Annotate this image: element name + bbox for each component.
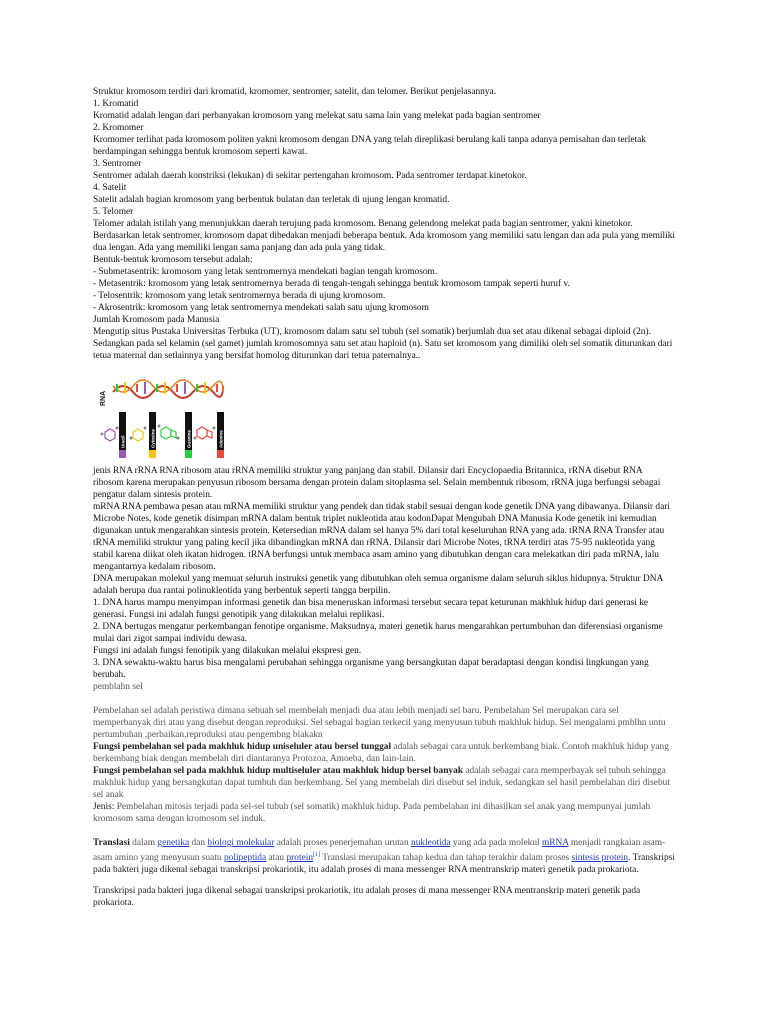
paragraph: Fungsi ini adalah fungsi fenotipik yang dilakukan melalui ekspresi gen. xyxy=(93,646,362,656)
base-adenine xyxy=(194,412,225,458)
link-genetika[interactable]: genetika xyxy=(157,838,190,848)
paragraph: Berdasarkan letak sentromer, kromosom dapat dibedakan menjadi beberapa bentuk. Ada kromosom yang memiliki satu lengan dan ada pula yang memiliki dua lengan. Ada yang memiliki lengan sama panjang dan ada pula yang tidak. xyxy=(93,231,676,253)
paragraph: Jumlah Kromosom pada Manusia xyxy=(93,315,220,325)
paragraph-text: adalah sebagai cara untuk berkembang biak. Contoh makhluk hidup yang berkembang biak dengan membelah diri diantaranya Protozoa, Amoeba, dan lain-lain. xyxy=(93,742,669,764)
paragraph xyxy=(93,801,675,825)
text: adalah proses penerjemahan urutan xyxy=(274,838,412,848)
paragraph: Kromomer terlihat pada kromosom politen yakni kromosom dengan DNA yang telah direplikasi berulang kali tanpa adanya pemisahan dan terletak berdampingan sehingga bentuk kromosom seperti kawat. xyxy=(93,135,646,157)
base-label: Cytosine xyxy=(150,428,156,448)
paragraph xyxy=(93,741,675,765)
base-guanine xyxy=(158,412,193,458)
rna-dna-section xyxy=(93,465,675,681)
base-color-bar xyxy=(119,450,126,458)
paragraph: 2. Kromomer xyxy=(93,123,144,133)
paragraph: Kromatid adalah lengan dari perbanyakan kromosom yang melekat satu sama lain yang melekat pada bagian sentromer xyxy=(93,111,541,121)
link-polipeptida[interactable]: polipeptida xyxy=(223,853,267,864)
link-mrna[interactable]: mRNA xyxy=(541,838,569,848)
rna-figure xyxy=(93,372,243,462)
paragraph: Mengutip situs Pustaka Universitas Terbuka (UT), kromosom dalam satu sel tubuh (sel somatik) berjumlah dua set atau dikenal sebagai diploid (2n). xyxy=(93,327,651,337)
text: yang ada pada molekul xyxy=(450,838,542,848)
paragraph: Bentuk-bentuk kromosom tersebut adalah: xyxy=(93,255,253,265)
paragraph: jenis RNA rRNA RNA ribosom atau rRNA memiliki struktur yang panjang dan stabil. Dilansir dari Encyclopaedia Britannica, rRNA disebut RNA ribosom karena merupakan penyusun ribosom bersama dengan protein dalam sitoplasma sel. Selain membentuk ribosom, rRNA juga berfungsi sebagai pengatur dalam sintesis protein. xyxy=(93,466,661,500)
document-page xyxy=(93,86,675,909)
paragraph: 2. DNA bertugas mengatur perkembangan fenotipe organisme. Maksudnya, materi genetik harus mengarahkan pertumbuhan dan diferensiasi organisme mulai dari zigot sampai individu dewasa. xyxy=(93,622,663,644)
paragraph xyxy=(93,765,675,801)
text: dan xyxy=(189,838,208,848)
paragraph-text: Pembelahan mitosis terjadi pada sel-sel tubuh (sel somatik) makhluk hidup. Pada pembelahan ini dihasilkan sel anak yang mempunyai jumlah kromosom sama dengan kromosom sel induk. xyxy=(93,802,651,824)
cell-division-section xyxy=(93,681,675,825)
paragraph: - Akrosentrik: kromosom yang letak sentromernya mendekati salah satu ujung kromosom xyxy=(93,303,429,313)
paragraph: mRNA RNA pembawa pesan atau mRNA memiliki struktur yang pendek dan tidak stabil sesuai dengan kode genetik DNA yang dibawanya. Dilansir dari Microbe Notes, kode genetik disimpan mRNA dalam bentuk triplet nukleotida atau kodonDapat Mengubah DNA Manusia Kode genetik ini kemudian digunakan untuk mengarahkan sintesis protein. Ketersedian mRNA dalam sel hanya 5% dari total keseluruhan RNA yang ada. tRNA RNA Transfer atau tRNA memiliki struktur yang paling kecil jika dibandingkan mRNA dan rRNA. Dilansir dari Microbe Notes, tRNA terdiri atas 75-95 nukleotida yang stabil karena diikat oleh ikatan hidrogen. tRNA berfungsi untuk membaca asam amino yang dibutuhkan dengan cara melekatkan diri pada mRNA, lalu mengantarnya kedalam ribosom. xyxy=(93,502,670,572)
bold-lead: Fungsi pembelahan sel pada makhluk hidup uniseluler atau bersel tunggal xyxy=(93,742,392,752)
paragraph: Pembelahan sel adalah peristiwa dimana sebuah sel membelah menjadi dua atau lebih menjadi sel baru. Pembelahan Sel merupakan cara sel memperbanyak diri atau yang disebut dengan reproduksi. Sel sebagai bagian terkecil yang menyusun tubuh makhluk hidup. Sel mengalami pmblhn untu pertumbuhan ,perbaikan,reproduksi atau pengembng biakakn xyxy=(93,706,666,740)
citation-link[interactable]: [1] xyxy=(313,852,321,858)
paragraph: Struktur kromosom terdiri dari kromatid, kromomer, sentromer, satelit, dan telomer. Berikut penjelasannya. xyxy=(93,87,497,97)
link-biologi-molekular[interactable]: biologi molekular xyxy=(207,838,275,848)
paragraph: 5. Telomer xyxy=(93,207,134,217)
base-label: Uracil xyxy=(120,435,126,448)
base-label: Guanine xyxy=(186,429,192,448)
paragraph: - Telosentrik: kromosom yang letak sentromernya berada di ujung kromosom. xyxy=(93,291,386,301)
paragraph-text: adalah sebagai cara memperbayak sel tubuh sehingga makhluk hidup yang bersangkutan dapat tumbuh dan berkembang. Sel yang membelah diri disebut sel induk, sedangkan sel hasil pembelahan diri disebut sel anak xyxy=(93,766,670,800)
base-label: Adenine xyxy=(218,430,224,448)
chromosome-section xyxy=(93,86,675,362)
paragraph: - Submetasentrik: kromosom yang letak sentromernya mendekati bagian tengah kromosom. xyxy=(93,267,438,277)
base-color-bar xyxy=(149,450,156,458)
rna-illustration xyxy=(93,372,243,462)
text: menjadi rangkaian asam-asam amino yang menyusun suatu xyxy=(93,838,666,864)
jenis-label: Jenis: xyxy=(93,802,115,812)
text: Translasi merupakan tahap kedua dan tahap terakhir dalam proses xyxy=(320,853,572,864)
paragraph: Transkripsi pada bakteri juga dikenal sebagai transkripsi prokariotik, itu adalah proses di mana messenger RNA mentranskrip materi genetik pada prokariota. xyxy=(93,886,641,909)
paragraph xyxy=(93,837,675,876)
link-sintesis-protein[interactable]: sintesis protein xyxy=(571,853,629,864)
section-heading: pemblahn sel xyxy=(93,682,143,692)
paragraph: Satelit adalah bagian kromosom yang berbentuk bulatan dan terletak di ujung lengan kromatid. xyxy=(93,195,450,205)
paragraph: Sentromer adalah daerah konstriksi (lekukan) di sekitar pertengahan kromosom. Pada sentromer terdapat kinetokor. xyxy=(93,171,527,181)
paragraph: DNA merupakan molekul yang memuat seluruh instruksi genetik yang dibutuhkan oleh semua organisme dalam seluruh siklus hidupnya. Struktur DNA adalah berupa dua rantai polinukleotida yang berbentuk seperti tangga berpilin. xyxy=(93,574,663,596)
base-color-bar xyxy=(217,450,224,458)
bold-lead: Translasi xyxy=(93,838,130,848)
link-protein[interactable]: protein xyxy=(286,853,314,864)
paragraph: - Metasentrik: kromosom yang letak sentromernya berada di tengah-tengah sehingga bentuk kromosom tampak seperti huruf v. xyxy=(93,279,570,289)
base-cytosine xyxy=(130,412,157,458)
paragraph: Telomer adalah istilah yang menunjukkan daerah terujung pada kromosom. Benang gelendong melekat pada bagian sentromer, yakni kinetokor. xyxy=(93,219,633,229)
translation-section xyxy=(93,837,675,909)
text: atau xyxy=(266,853,287,864)
paragraph: 4. Satelit xyxy=(93,183,127,193)
paragraph: 3. Sentromer xyxy=(93,159,142,169)
bold-lead: Fungsi pembelahan sel pada makhluk hidup multiseluler atau makhluk hidup bersel banyak xyxy=(93,766,464,776)
base-color-bar xyxy=(185,450,192,458)
paragraph: 1. DNA harus mampu menyimpan informasi genetik dan bisa meneruskan informasi tersebut secara tepat keturunan makhluk hidup dari generasi ke generasi. Fungsi ini adalah fungsi genotipik yang dilakukan melalui replikasi. xyxy=(93,598,649,620)
rna-label: RNA xyxy=(100,390,107,406)
paragraph: 3. DNA sewaktu-waktu harus bisa mengalami perubahan sehingga organisme yang bersangkutan dapat beradaptasi dengan kondisi lingkungan yang berubah. xyxy=(93,658,649,680)
link-nukleotida[interactable]: nukleotida xyxy=(411,838,451,848)
text: . Transkripsi pada bakteri juga dikenal sebagai transkripsi prokariotik, itu adalah proses di mana messenger RNA mentranskrip materi genetik pada prokariota. xyxy=(93,853,675,876)
paragraph: Sedangkan pada sel kelamin (sel gamet) jumlah kromosomnya satu set atau haploid (n). Satu set kromosom yang dimiliki oleh sel somatik diturunkan dari tetua maternal dan setlainnya yang bersifat homolog diturunkan dari tetua paternalnya.. xyxy=(93,339,673,361)
base-uracil xyxy=(101,412,127,458)
text: dalam xyxy=(129,838,158,848)
paragraph: 1. Kromatid xyxy=(93,99,139,109)
